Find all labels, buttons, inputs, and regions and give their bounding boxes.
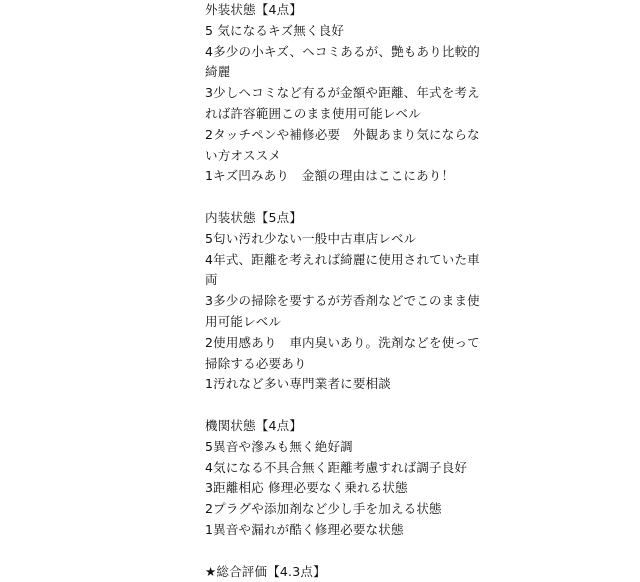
section-spacer: [205, 187, 455, 208]
exterior-line: 5 気になるキズ無く良好: [205, 22, 345, 38]
engine-line: 3距離相応 修理必要なく乗れる状態: [205, 480, 408, 496]
engine-line: 5異音や滲みも無く絶好調: [205, 438, 353, 454]
section-spacer: [205, 541, 455, 562]
interior-line: 2使用感あり 車内臭いあり。洗剤などを使って: [205, 334, 480, 350]
engine-line: 2プラグや添加剤など少し手を加える状態: [205, 501, 442, 517]
exterior-line: れば許容範囲このまま使用可能レベル: [205, 105, 421, 121]
exterior-line: い方オススメ: [205, 147, 282, 163]
interior-line: 用可能レベル: [205, 313, 282, 329]
condition-report: [205, 0, 480, 582]
interior-line: 4年式、距離を考えれば綺麗に使用されていた車: [205, 251, 480, 267]
exterior-line: 綺麗: [205, 64, 231, 80]
exterior-line: 1キズ凹みあり 金額の理由はここにあり！: [205, 168, 455, 184]
exterior-line: 4多少の小キズ、ヘコミあるが、艶もあり比較的: [205, 43, 480, 59]
engine-heading: 機関状態【4点】: [205, 417, 303, 433]
interior-line: 1汚れなど多い専門業者に要相談: [205, 376, 391, 392]
exterior-line: 2タッチペンや補修必要 外観あまり気にならな: [205, 126, 480, 142]
engine-line: 4気になる不具合無く距離考慮すれば調子良好: [205, 459, 468, 475]
section-spacer: [205, 395, 455, 416]
interior-heading: 内装状態【5点】: [205, 209, 303, 225]
overall-rating-heading: ★総合評価【4.3点】: [205, 563, 326, 579]
exterior-line: 3少しヘコミなど有るが金額や距離、年式を考え: [205, 85, 480, 101]
exterior-heading: 外装状態【4点】: [205, 2, 303, 17]
interior-line: 掃除する必要あり: [205, 355, 307, 371]
interior-line: 5匂い汚れ少ない一般中古車店レベル: [205, 230, 417, 246]
interior-line: 3多少の掃除を要するが芳香剤などでこのまま使: [205, 293, 480, 309]
interior-line: 両: [205, 272, 218, 288]
engine-line: 1異音や漏れが酷く修理必要な状態: [205, 521, 404, 537]
